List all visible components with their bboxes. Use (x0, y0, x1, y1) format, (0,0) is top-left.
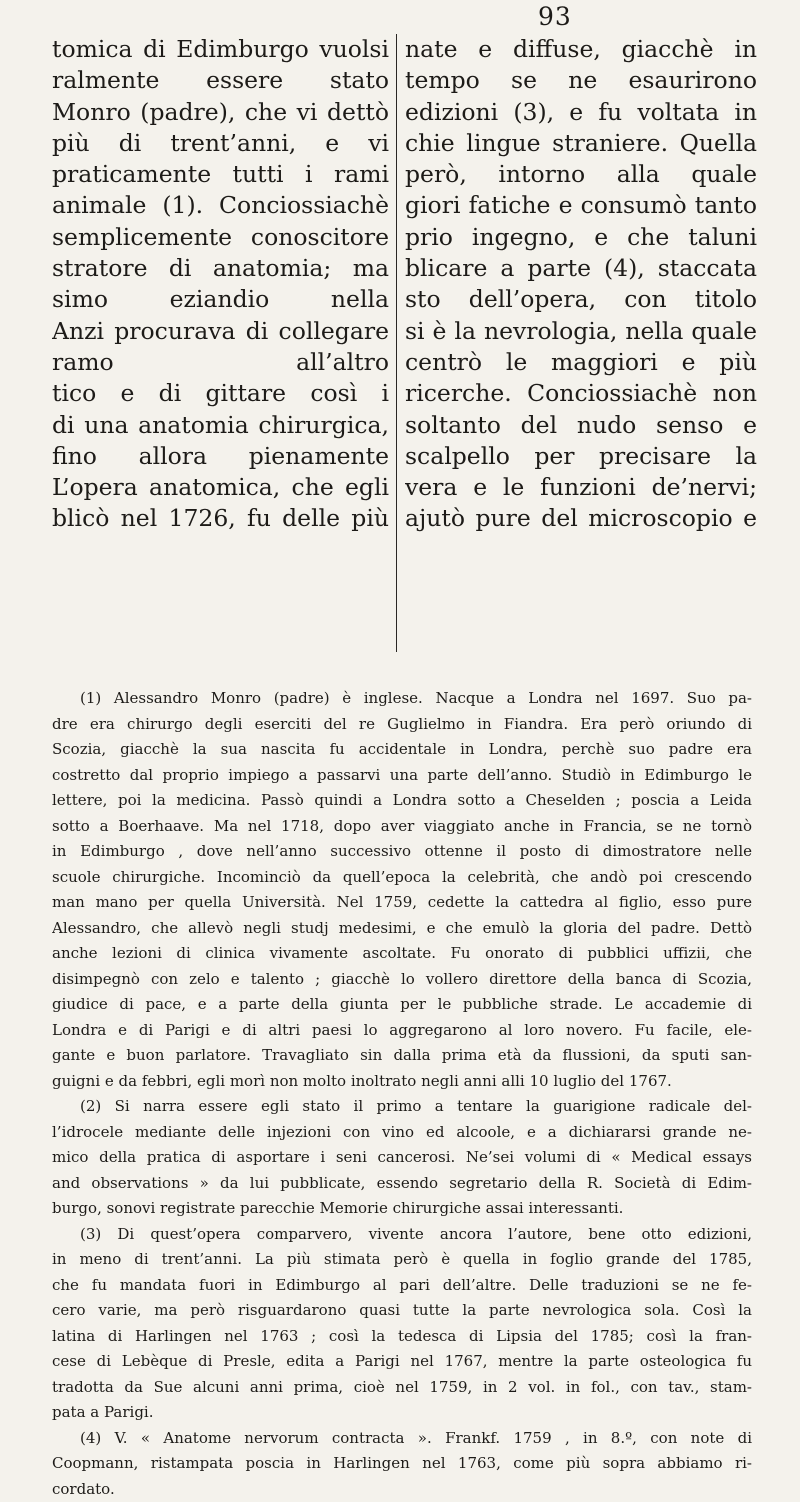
text-line: si è la nevrologia, nella quale (405, 316, 757, 347)
text-line: stratore di anatomia; ma (52, 253, 389, 284)
text-line: fino allora pienamente (52, 441, 389, 472)
footnote-2-line: l’idrocele mediante delle injezioni con vino ed alcoole, e a dichiararsi grande ne- (52, 1120, 752, 1146)
footnote-1-line: dre era chirurgo degli eserciti del re Guglielmo in Fiandra. Era però oriundo di (52, 712, 752, 738)
footnote-3-line: pata a Parigi. (52, 1400, 752, 1426)
text-line: tempo se ne esaurirono (405, 65, 757, 96)
footnote-1-line: giudice di pace, e a parte della giunta per le pubbliche strade. Le accademie di (52, 992, 752, 1018)
footnotes (52, 686, 752, 1502)
footnote-2-line: burgo, sonovi registrate parecchie Memorie chirurgiche assai interessanti. (52, 1196, 752, 1222)
footnote-1-line: in Edimburgo , dove nell’anno successivo ottenne il posto di dimostratore nelle (52, 839, 752, 865)
footnote-3-line: latina di Harlingen nel 1763 ; così la tedesca di Lipsia del 1785; così la fran- (52, 1324, 752, 1350)
text-line: prio ingegno, e che taluni (405, 222, 757, 253)
footnote-3-line: in meno di trent’anni. La più stimata però è quella in foglio grande del 1785, (52, 1247, 752, 1273)
text-line: simo eziandio nella (52, 284, 389, 315)
text-line: edizioni (3), e fu voltata in (405, 97, 757, 128)
text-line: praticamente tutti i rami (52, 159, 389, 190)
footnote-2-line: and observations » da lui pubblicate, essendo segretario della R. Società di Edim- (52, 1171, 752, 1197)
main-text (0, 34, 800, 634)
text-line: giori fatiche e consumò tanto (405, 190, 757, 221)
footnote-3-line: cero varie, ma però risguardarono quasi tutte la parte nevrologica sola. Così la (52, 1298, 752, 1324)
text-line: di una anatomia chirurgica, (52, 410, 389, 441)
text-line: centrò le maggiori e più (405, 347, 757, 378)
footnote-1-line: costretto dal proprio impiego a passarvi una parte dell’anno. Studiò in Edimburgo le (52, 763, 752, 789)
footnote-1-line: guigni e da febbri, egli morì non molto inoltrato negli anni alli 10 luglio del 1767. (52, 1069, 752, 1095)
footnote-1-line: Alessandro, che allevò negli studj medesimi, e che emulò la gloria del padre. Dettò (52, 916, 752, 942)
text-line: però, intorno alla quale (405, 159, 757, 190)
text-line: vera e le funzioni de’nervi; (405, 472, 757, 503)
left-column (52, 34, 389, 535)
footnote-1-line: scuole chirurgiche. Incominciò da quell’epoca la celebrità, che andò poi crescendo (52, 865, 752, 891)
text-line: ramo all’altro (52, 347, 389, 378)
text-line: chie lingue straniere. Quella (405, 128, 757, 159)
footnote-3-line: tradotta da Sue alcuni anni prima, cioè nel 1759, in 2 vol. in fol., con tav., stam- (52, 1375, 752, 1401)
footnote-4-line: (4) V. « Anatome nervorum contracta ». Frankf. 1759 , in 8.º, con note di (52, 1426, 752, 1452)
footnote-2-line: mico della pratica di asportare i seni cancerosi. Ne’sei volumi di « Medical essays (52, 1145, 752, 1171)
footnote-1-line: sotto a Boerhaave. Ma nel 1718, dopo aver viaggiato anche in Francia, se ne tornò (52, 814, 752, 840)
footnote-1-line: man mano per quella Università. Nel 1759, cedette la cattedra al figlio, esso pure (52, 890, 752, 916)
footnote-4-line: cordato. (52, 1477, 752, 1502)
footnote-3-line: (3) Di quest’opera comparvero, vivente ancora l’autore, bene otto edizioni, (52, 1222, 752, 1248)
text-line: nate e diffuse, giacchè in (405, 34, 757, 65)
footnote-1-line: anche lezioni di clinica vivamente ascoltate. Fu onorato di pubblici uffizii, che (52, 941, 752, 967)
footnote-1-line: gante e buon parlatore. Travagliato sin dalla prima età da flussioni, da sputi san- (52, 1043, 752, 1069)
footnote-1-line: Londra e di Parigi e di altri paesi lo aggregarono al loro novero. Fu facile, ele- (52, 1018, 752, 1044)
text-line: blicare a parte (4), staccata (405, 253, 757, 284)
text-line: più di trent’anni, e vi (52, 128, 389, 159)
text-line: tomica di Edimburgo vuolsi (52, 34, 389, 65)
footnote-1-line: disimpegnò con zelo e talento ; giacchè lo vollero direttore della banca di Scozia, (52, 967, 752, 993)
footnote-3-line: cese di Lebèque di Presle, edita a Parigi nel 1767, mentre la parte osteologica fu (52, 1349, 752, 1375)
text-line: soltanto del nudo senso e (405, 410, 757, 441)
text-line: tico e di gittare così i (52, 378, 389, 409)
footnote-3-line: che fu mandata fuori in Edimburgo al pari dell’altre. Delle traduzioni se ne fe- (52, 1273, 752, 1299)
footnote-4-line: Coopmann, ristampata poscia in Harlingen nel 1763, come più sopra abbiamo ri- (52, 1451, 752, 1477)
text-line: sto dell’opera, con titolo (405, 284, 757, 315)
right-column (399, 34, 757, 535)
page-number: 93 (538, 2, 572, 32)
footnote-1-line: Scozia, giacchè la sua nascita fu accidentale in Londra, perchè suo padre era (52, 737, 752, 763)
text-line: ajutò pure del microscopio e (405, 503, 757, 534)
text-line: ricerche. Conciossiachè non (405, 378, 757, 409)
text-line: Monro (padre), che vi dettò (52, 97, 389, 128)
text-line: semplicemente conoscitore (52, 222, 389, 253)
footnote-2-line: (2) Si narra essere egli stato il primo a tentare la guarigione radicale del- (52, 1094, 752, 1120)
text-line: ralmente essere stato (52, 65, 389, 96)
text-line: scalpello per precisare la (405, 441, 757, 472)
footnote-1-line: (1) Alessandro Monro (padre) è inglese. Nacque a Londra nel 1697. Suo pa- (52, 686, 752, 712)
text-line: Anzi procurava di collegare (52, 316, 389, 347)
text-line: animale (1). Conciossiachè (52, 190, 389, 221)
footnote-1-line: lettere, poi la medicina. Passò quindi a Londra sotto a Cheselden ; poscia a Leida (52, 788, 752, 814)
text-line: L’opera anatomica, che egli (52, 472, 389, 503)
text-line: blicò nel 1726, fu delle più (52, 503, 389, 534)
